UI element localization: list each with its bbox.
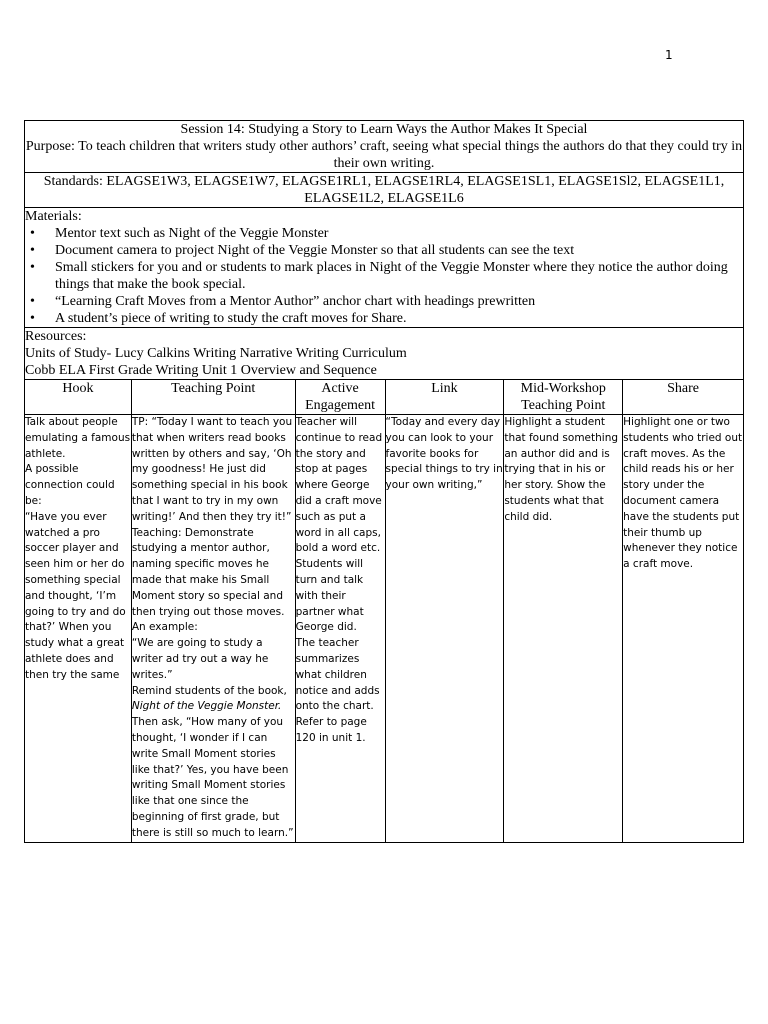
resource-line: Units of Study- Lucy Calkins Writing Narrative Writing Curriculum xyxy=(25,346,407,361)
materials-item: • “Learning Craft Moves from a Mentor Author” anchor chart with headings prewritten xyxy=(55,293,743,310)
share-paragraph: Highlight one or two students who tried out craft moves. As the child reads his or her story under the document camera have the students put their thumb up whenever they notice a craft move. xyxy=(623,416,743,571)
teaching-point-teaching: Teaching: Demonstrate studying a mentor author, naming specific moves he made that make his Small Moment story so special and then trying out those moves. xyxy=(131,526,285,618)
session-standards: Standards: ELAGSE1W3, ELAGSE1W7, ELAGSE1RL1, ELAGSE1RL4, ELAGSE1SL1, ELAGSE1Sl2, ELAGSE1L1, ELAGSE1L2, ELAGSE1L6 xyxy=(43,174,725,206)
teaching-point-tp: TP: “Today I want to teach you that when writers read books written by others and say, ‘Oh my goodness! He just did something special in his book that I want to try in my own writing!’ And then they try it!” xyxy=(131,416,293,523)
mid-workshop-cell xyxy=(504,415,623,843)
session-purpose: Purpose: To teach children that writers study other authors’ craft, seeing what special things the authors do that they could try in their own writing. xyxy=(25,139,743,171)
materials-row xyxy=(25,208,744,328)
column-header-mid-workshop: Mid-Workshop Teaching Point xyxy=(504,380,623,415)
materials-item: • Small stickers for you and or students to mark places in Night of the Veggie Monster where they notice the author doing things that make the book special. xyxy=(55,259,743,293)
hook-paragraph: “Have you ever watched a pro soccer player and seen him or her do something special and thought, ‘I’m going to try and do that?’ When you study what a great athlete does and then try the same xyxy=(25,510,126,681)
column-header-link: Link xyxy=(385,380,504,415)
active-engagement-paragraph: Teacher will continue to read the story and stop at pages where George did a craft move such as put a word in all caps, bold a word etc. xyxy=(295,416,383,555)
teaching-point-then-ask: Then ask, “How many of you thought, ‘I wonder if I can write Small Moment stories like that?’ Yes, you have been writing Small Moment stories like that one since the beginning of first grade, but there is still so much to learn.” xyxy=(131,716,294,839)
column-header-share: Share xyxy=(623,380,744,415)
resource-line: Cobb ELA First Grade Writing Unit 1 Overview and Sequence xyxy=(25,363,377,378)
column-header-row xyxy=(25,380,744,415)
hook-paragraph: A possible connection could be: xyxy=(25,463,115,507)
column-header-hook: Hook xyxy=(25,380,132,415)
session-title: Session 14: Studying a Story to Learn Ways the Author Makes It Special xyxy=(180,122,588,137)
teaching-point-example: “We are going to study a writer ad try out a way he writes.” xyxy=(131,637,269,681)
standards-cell xyxy=(25,173,744,208)
active-engagement-paragraph: Students will turn and talk with their partner what George did. xyxy=(295,558,364,634)
mid-workshop-paragraph: Highlight a student that found something an author did and is trying that in his or her story. Show the students what that child did. xyxy=(504,416,619,523)
link-paragraph: “Today and every day you can look to your favorite books for special things to try in your own writing,” xyxy=(385,416,503,492)
column-header-active-engagement: Active Engagement xyxy=(295,380,385,415)
session-header-cell xyxy=(25,121,744,173)
materials-item: • Document camera to project Night of the Veggie Monster so that all students can see the text xyxy=(55,242,743,259)
resources-row xyxy=(25,328,744,380)
link-cell xyxy=(385,415,504,843)
materials-list xyxy=(25,225,743,327)
lesson-plan-table xyxy=(24,120,744,843)
active-engagement-cell xyxy=(295,415,385,843)
remind-prefix: Remind students of the book, xyxy=(131,684,287,697)
materials-item: • A student’s piece of writing to study the craft moves for Share. xyxy=(55,310,743,327)
standards-row xyxy=(25,173,744,208)
materials-item: • Mentor text such as Night of the Veggie Monster xyxy=(55,225,743,242)
content-row xyxy=(25,415,744,843)
resources-label: Resources: xyxy=(25,329,87,344)
page-number: 1 xyxy=(665,48,673,62)
share-cell xyxy=(623,415,744,843)
session-header-row xyxy=(25,121,744,173)
hook-cell xyxy=(25,415,132,843)
book-title: Night of the Veggie Monster. xyxy=(131,700,282,713)
resources-cell xyxy=(25,328,744,380)
teaching-point-remind xyxy=(132,684,295,716)
materials-cell xyxy=(25,208,744,328)
materials-label: Materials: xyxy=(25,209,82,224)
teaching-point-example-label: An example: xyxy=(131,621,198,634)
hook-paragraph: Talk about people emulating a famous athlete. xyxy=(25,416,131,460)
active-engagement-paragraph: Refer to page 120 in unit 1. xyxy=(295,716,367,744)
column-header-teaching-point: Teaching Point xyxy=(131,380,295,415)
active-engagement-paragraph: The teacher summarizes what children notice and adds onto the chart. xyxy=(295,637,380,713)
teaching-point-cell xyxy=(131,415,295,843)
